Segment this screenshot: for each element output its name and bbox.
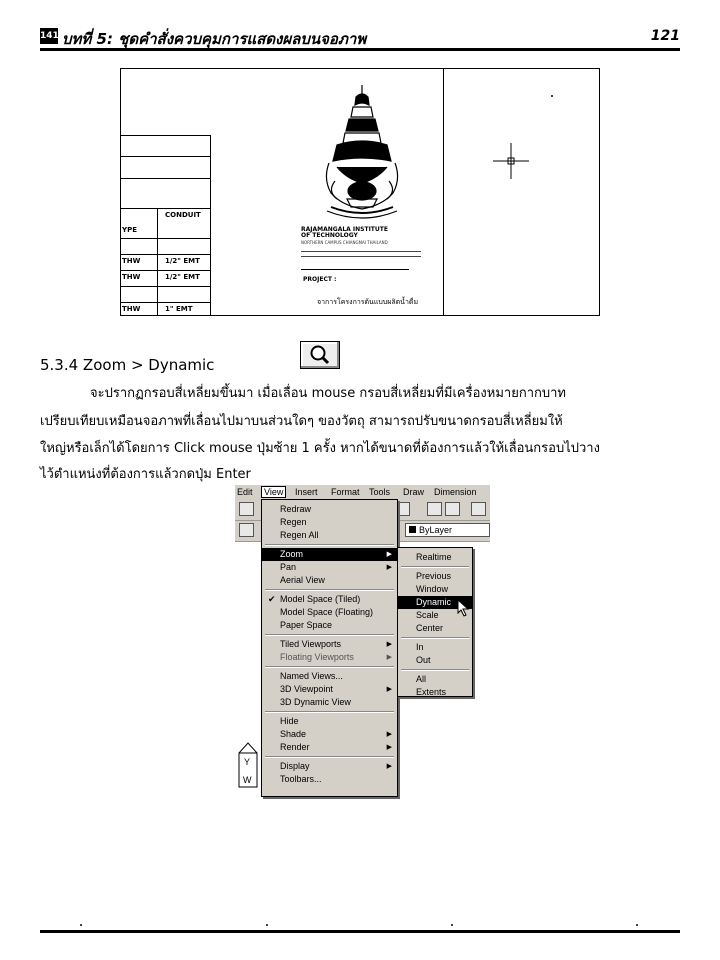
- undo-icon[interactable]: [427, 502, 442, 516]
- submenu-arrow-icon: ▶: [386, 763, 392, 770]
- view-menu-item-model-space-floating[interactable]: [262, 606, 397, 619]
- view-menu-item-floating-viewports[interactable]: [262, 651, 397, 664]
- pan-icon[interactable]: [471, 502, 486, 516]
- redo-icon[interactable]: [445, 502, 460, 516]
- zoom-menu-item-label: Center: [416, 623, 444, 633]
- view-menu-item-label: Hide: [280, 716, 299, 726]
- footer-rule: [40, 930, 680, 933]
- view-menu-item-tiled-viewports[interactable]: [262, 638, 397, 651]
- view-menu-item-label: Floating Viewports: [280, 652, 354, 662]
- dot: [451, 924, 453, 926]
- ucs-icon: [235, 741, 261, 789]
- svg-text:Y: Y: [244, 757, 251, 767]
- table-type-label: YPE: [122, 226, 137, 234]
- table-cell: 1/2" EMT: [165, 257, 200, 265]
- color-select[interactable]: [405, 523, 490, 537]
- view-menu-item-label: Paper Space: [280, 620, 333, 630]
- zoom-menu-item-realtime[interactable]: [398, 551, 472, 564]
- view-menu-item-label: Regen All: [280, 530, 319, 540]
- view-menu: [261, 499, 398, 797]
- menu-separator: [401, 669, 469, 671]
- zoom-button: [300, 341, 340, 369]
- zoom-menu-item-window[interactable]: [398, 583, 472, 596]
- menu-tools[interactable]: Tools: [369, 487, 391, 497]
- chapter-title: บทที่ 5: ชุดคำสั่งควบคุมการแสดงผลบนจอภาพ: [62, 30, 367, 48]
- institute-sub-line: NORTHERN CAMPUS CHIANGMAI THAILAND: [301, 240, 388, 245]
- submenu-arrow-icon: ▶: [386, 654, 392, 661]
- menu-format[interactable]: Format: [331, 487, 360, 497]
- table-cell: THW: [122, 257, 141, 265]
- view-menu-item-display[interactable]: [262, 760, 397, 773]
- save-icon[interactable]: [239, 502, 254, 516]
- view-menu-item-label: Shade: [280, 729, 307, 739]
- submenu-arrow-icon: ▶: [386, 564, 392, 571]
- submenu-arrow-icon: ▶: [386, 641, 392, 648]
- menu-dimension[interactable]: Dimension: [434, 487, 477, 497]
- note-line: [301, 251, 421, 252]
- paragraph-line: ใหญ่หรือเล็กได้โดยการ Click mouse ปุ่มซ้าย 1 ครั้ง หากได้ขนาดที่ต้องการแล้วให้เลื่อนกรอบไปวาง: [40, 441, 600, 456]
- institute-emblem-icon: [307, 83, 417, 233]
- title-block-rule: [301, 269, 409, 270]
- color-select-value: ByLayer: [419, 525, 453, 535]
- view-menu-item-label: Display: [280, 761, 310, 771]
- conduit-table: [121, 135, 211, 316]
- submenu-arrow-icon: ▶: [386, 551, 392, 558]
- project-label: PROJECT :: [303, 276, 337, 283]
- menu-insert[interactable]: Insert: [295, 487, 318, 497]
- view-menu-item-label: Aerial View: [280, 575, 325, 585]
- institute-name-line: RAJAMANGALA INSTITUTE: [301, 226, 388, 233]
- menu-separator: [401, 566, 469, 568]
- view-menu-item-3d-viewpoint[interactable]: [262, 683, 397, 696]
- view-menu-item-label: Named Views...: [280, 671, 343, 681]
- menu-separator: [265, 634, 394, 636]
- view-menu-item-label: Zoom: [280, 549, 304, 559]
- menu-separator: [265, 544, 394, 546]
- dot: [80, 924, 82, 926]
- zoom-menu-item-label: Out: [416, 655, 431, 665]
- view-menu-item-render[interactable]: [262, 741, 397, 754]
- drawing-figure: [120, 68, 600, 316]
- zoom-menu-item-label: Dynamic: [416, 597, 452, 607]
- view-menu-item-paper-space[interactable]: [262, 619, 397, 632]
- svg-text:W: W: [243, 775, 252, 785]
- view-menu-item-label: Pan: [280, 562, 297, 572]
- view-menu-item-3d-dynamic-view[interactable]: [262, 696, 397, 709]
- view-menu-item-redraw[interactable]: [262, 503, 397, 516]
- institute-name-line: OF TECHNOLOGY: [301, 232, 358, 239]
- zoom-menu-item-center[interactable]: [398, 622, 472, 635]
- paragraph-line: ไว้ตำแหน่งที่ต้องการแล้วกดปุ่ม Enter: [40, 467, 251, 482]
- color-swatch-icon: [409, 526, 416, 533]
- section-heading: 5.3.4 Zoom > Dynamic: [40, 356, 215, 374]
- zoom-menu-item-label: Extents: [416, 687, 447, 697]
- view-menu-item-model-space-tiled[interactable]: [262, 593, 397, 606]
- menu-edit[interactable]: Edit: [237, 487, 253, 497]
- zoom-menu-item-label: Window: [416, 584, 449, 594]
- viewport-divider: [443, 69, 444, 315]
- submenu-arrow-icon: ▶: [386, 731, 392, 738]
- table-header: CONDUIT: [165, 211, 201, 219]
- zoom-menu-item-previous[interactable]: [398, 570, 472, 583]
- page-number: 121: [650, 28, 680, 44]
- view-menu-item-pan[interactable]: [262, 561, 397, 574]
- view-menu-item-label: 3D Dynamic View: [280, 697, 351, 707]
- zoom-menu-item-extents[interactable]: [398, 686, 472, 699]
- menu-draw[interactable]: Draw: [403, 487, 425, 497]
- dot: [636, 924, 638, 926]
- mouse-pointer-icon: [457, 599, 471, 617]
- table-cell: THW: [122, 273, 141, 281]
- table-cell: THW: [122, 305, 141, 313]
- checkmark-icon: ✔: [268, 594, 276, 604]
- view-menu-item-label: Model Space (Floating): [280, 607, 374, 617]
- view-menu-item-label: Model Space (Tiled): [280, 594, 361, 604]
- zoom-submenu: [397, 547, 473, 697]
- project-name: จาการโครงการต้นแบบผลิตน้ำดื่ม: [317, 298, 419, 306]
- view-menu-item-label: Render: [280, 742, 310, 752]
- view-menu-item-regen-all[interactable]: [262, 529, 397, 542]
- view-menu-item-label: Tiled Viewports: [280, 639, 342, 649]
- table-cell: 1" EMT: [165, 305, 193, 313]
- paragraph-line: จะปรากฏกรอบสี่เหลี่ยมขึ้นมา เมื่อเลื่อน mouse กรอบสี่เหลี่ยมที่มีเครื่องหมายกากบาท: [90, 386, 566, 401]
- paragraph-line: เปรียบเทียบเหมือนจอภาพที่เลื่อนไปมาบนส่วนใดๆ ของวัตถุ สามารถปรับขนาดกรอบสี่เหลี่ยมให้: [40, 414, 563, 429]
- dot: [266, 924, 268, 926]
- view-menu-item-named-views[interactable]: [262, 670, 397, 683]
- view-menu-item-aerial-view[interactable]: [262, 574, 397, 587]
- view-menu-item-zoom[interactable]: [262, 548, 397, 561]
- view-menu-screenshot: [235, 485, 490, 797]
- zoom-menu-item-label: In: [416, 642, 424, 652]
- view-menu-item-shade[interactable]: [262, 728, 397, 741]
- view-menu-item-regen[interactable]: [262, 516, 397, 529]
- zoom-menu-item-all[interactable]: [398, 673, 472, 686]
- menu-separator: [401, 637, 469, 639]
- dot: [551, 95, 553, 97]
- menu-separator: [265, 711, 394, 713]
- layer-bulb-icon[interactable]: [239, 523, 254, 537]
- zoom-magnifier-icon: [301, 342, 338, 367]
- table-cell: 1/2" EMT: [165, 273, 200, 281]
- crosshair-cursor-icon: [491, 141, 531, 181]
- view-menu-item-label: 3D Viewpoint: [280, 684, 333, 694]
- note-line: [301, 256, 421, 257]
- submenu-arrow-icon: ▶: [386, 686, 392, 693]
- zoom-menu-item-label: All: [416, 674, 427, 684]
- view-menu-item-toolbars[interactable]: [262, 773, 397, 786]
- view-menu-item-label: Regen: [280, 517, 307, 527]
- view-menu-item-label: Redraw: [280, 504, 312, 514]
- menu-view[interactable]: View: [261, 486, 286, 498]
- view-menu-item-label: Toolbars...: [280, 774, 322, 784]
- zoom-menu-item-in[interactable]: [398, 641, 472, 654]
- header-rule: [40, 48, 680, 51]
- zoom-menu-item-label: Previous: [416, 571, 452, 581]
- menu-separator: [265, 589, 394, 591]
- menu-separator: [265, 666, 394, 668]
- chapter-icon: 141: [40, 28, 58, 44]
- view-menu-item-hide[interactable]: [262, 715, 397, 728]
- zoom-menu-item-label: Scale: [416, 610, 439, 620]
- menu-separator: [265, 756, 394, 758]
- submenu-arrow-icon: ▶: [386, 744, 392, 751]
- zoom-menu-item-label: Realtime: [416, 552, 452, 562]
- zoom-menu-item-out[interactable]: [398, 654, 472, 667]
